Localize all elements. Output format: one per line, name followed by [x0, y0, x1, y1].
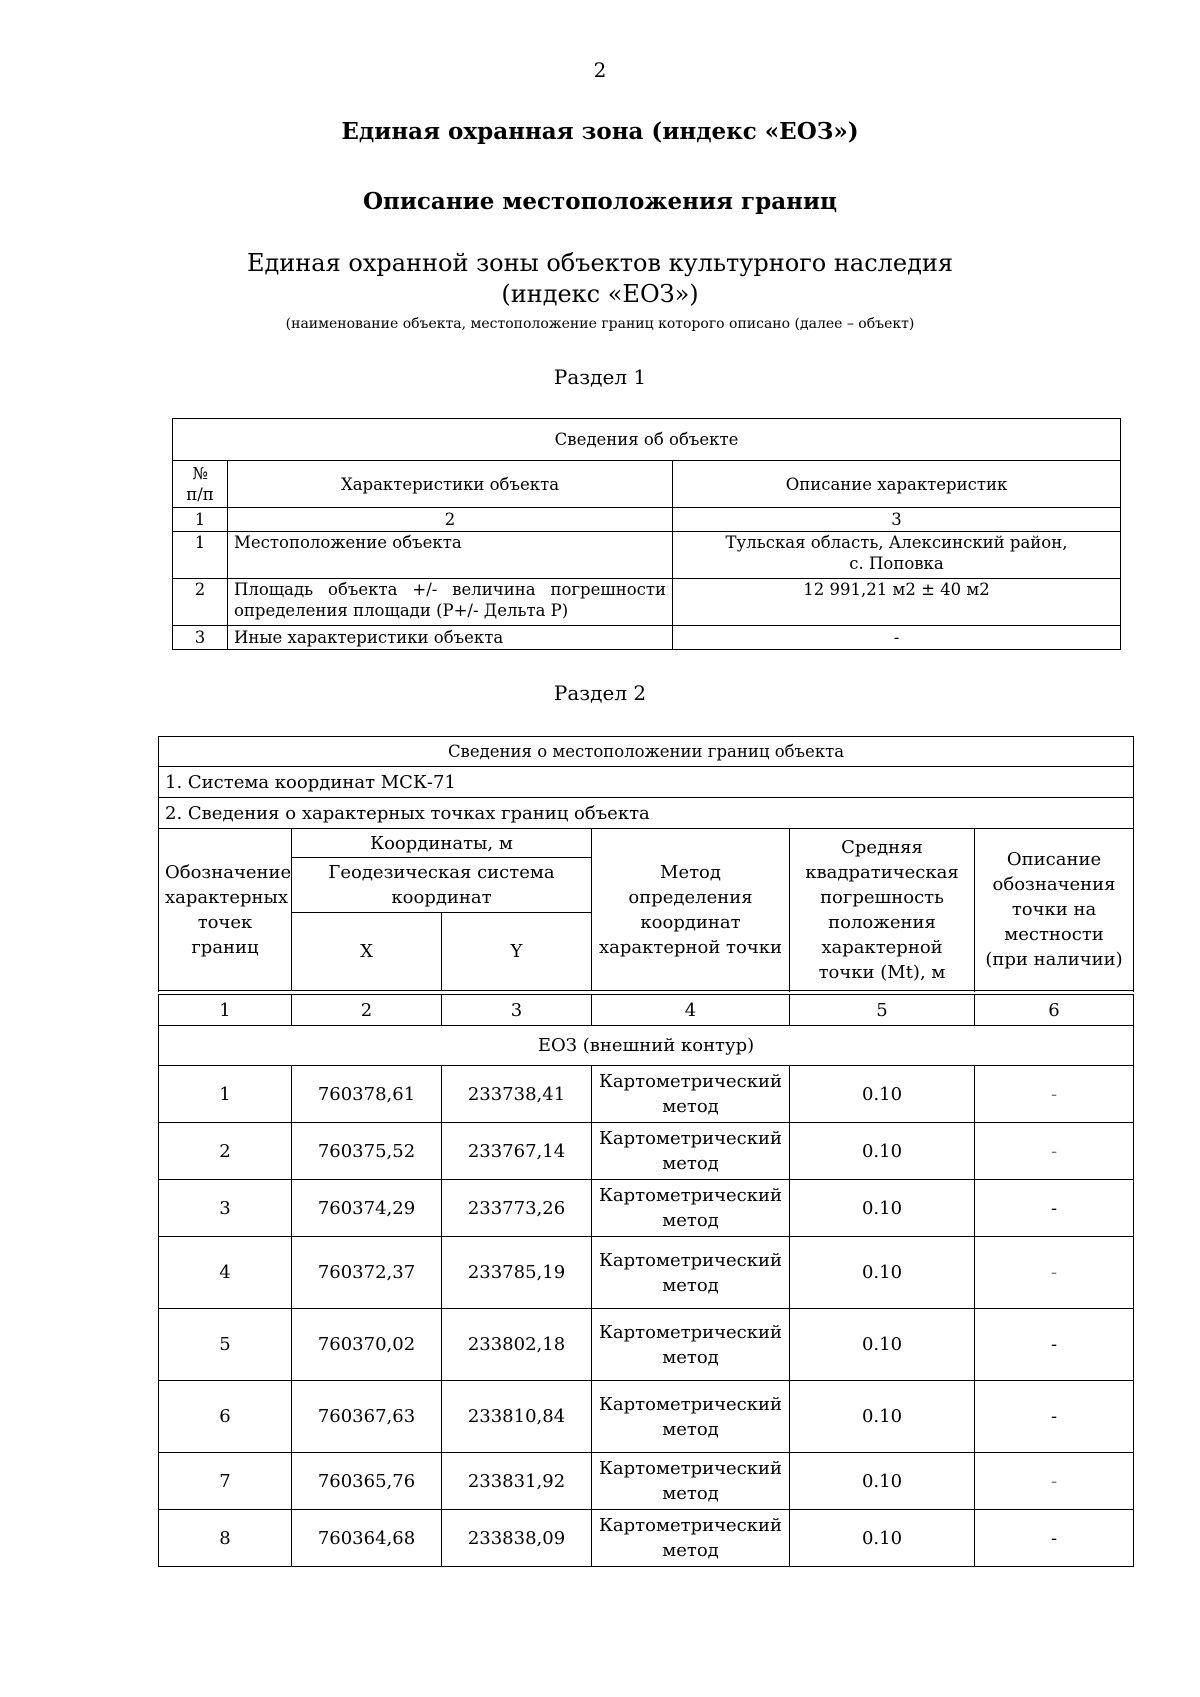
point-id: 2: [159, 1123, 292, 1180]
point-note: -: [975, 1453, 1134, 1510]
point-method-line2: метод: [662, 1274, 719, 1296]
col-header-designation: Обозначение характерных точек границ: [159, 829, 292, 991]
point-error: 0.10: [790, 1066, 975, 1123]
point-method: [592, 1123, 790, 1180]
col-index-cell: 3: [442, 995, 592, 1026]
col-index-cell: 2: [292, 995, 442, 1026]
document-subtitle: Описание местоположения границ: [362, 188, 838, 215]
point-x: 760375,52: [292, 1123, 442, 1180]
point-method-line2: метод: [662, 1483, 719, 1504]
boundary-table-title: Сведения о местоположении границ объекта: [159, 737, 1134, 767]
col-header-num-line1: №: [192, 464, 208, 483]
col-header-num-line2: п/п: [186, 485, 214, 504]
object-note: (наименование объекта, местоположение границ которого описано (далее – объект): [285, 316, 915, 332]
point-method-line1: Картометрический: [599, 1393, 782, 1415]
point-note: -: [975, 1123, 1134, 1180]
object-info-table: [172, 418, 1121, 650]
table-row: [159, 1066, 1134, 1123]
section2-heading: Раздел 2: [553, 681, 647, 705]
point-note: -: [975, 1309, 1134, 1381]
point-x: 760367,63: [292, 1381, 442, 1453]
table-row: [159, 1453, 1134, 1510]
point-id: 4: [159, 1237, 292, 1309]
section1-heading: Раздел 1: [553, 365, 647, 389]
point-error: 0.10: [790, 1123, 975, 1180]
point-error: 0.10: [790, 1180, 975, 1237]
col-header-num: [173, 461, 228, 508]
point-method-line2: метод: [662, 1096, 719, 1117]
point-method-line1: Картометрический: [599, 1128, 782, 1149]
point-method: [592, 1180, 790, 1237]
object-name: [0, 248, 1200, 310]
row-num: 3: [173, 626, 228, 650]
col-header-characteristics: Характеристики объекта: [228, 461, 673, 508]
point-method-line1: Картометрический: [599, 1185, 782, 1206]
point-method-line2: метод: [662, 1210, 719, 1231]
col-header-geodetic: Геодезическая система координат: [292, 858, 592, 913]
point-method: [592, 1453, 790, 1510]
point-note: -: [975, 1180, 1134, 1237]
point-error: 0.10: [790, 1309, 975, 1381]
col-index-cell: 4: [592, 995, 790, 1026]
point-method-line1: Картометрический: [599, 1249, 782, 1271]
point-method-line1: Картометрический: [599, 1458, 782, 1479]
col-index-cell: 5: [790, 995, 975, 1026]
point-x: 760364,68: [292, 1510, 442, 1567]
point-id: 7: [159, 1453, 292, 1510]
row-num: 1: [173, 532, 228, 579]
point-id: 6: [159, 1381, 292, 1453]
row-description-line1: Тульская область, Алексинский район,: [725, 533, 1068, 552]
point-note: -: [975, 1381, 1134, 1453]
point-id: 3: [159, 1180, 292, 1237]
point-y: 233810,84: [442, 1381, 592, 1453]
col-index-cell: 1: [173, 508, 228, 532]
point-y: 233785,19: [442, 1237, 592, 1309]
point-method: [592, 1066, 790, 1123]
point-id: 1: [159, 1066, 292, 1123]
point-note: -: [975, 1510, 1134, 1567]
point-x: 760370,02: [292, 1309, 442, 1381]
col-header-description: Описание характеристик: [673, 461, 1121, 508]
point-error: 0.10: [790, 1510, 975, 1567]
point-x: 760372,37: [292, 1237, 442, 1309]
contour-label: ЕОЗ (внешний контур): [159, 1026, 1134, 1066]
point-x: 760365,76: [292, 1453, 442, 1510]
row-description: -: [673, 626, 1121, 650]
point-method: [592, 1309, 790, 1381]
row-num: 2: [173, 579, 228, 626]
document-title: Единая охранная зона (индекс «ЕОЗ»): [341, 118, 859, 145]
points-section-title: 2. Сведения о характерных точках границ объекта: [159, 798, 1134, 829]
col-header-x: X: [292, 913, 442, 991]
point-error: 0.10: [790, 1381, 975, 1453]
coordinate-system: 1. Система координат МСК-71: [159, 767, 1134, 798]
point-method: [592, 1381, 790, 1453]
table-row: [159, 1381, 1134, 1453]
point-x: 760378,61: [292, 1066, 442, 1123]
point-x: 760374,29: [292, 1180, 442, 1237]
point-method-line1: Картометрический: [599, 1321, 782, 1343]
point-y: 233838,09: [442, 1510, 592, 1567]
col-index-cell: 6: [975, 995, 1134, 1026]
col-index-cell: 2: [228, 508, 673, 532]
col-header-y: Y: [442, 913, 592, 991]
table-row: [159, 1510, 1134, 1567]
table-row: [159, 1237, 1134, 1309]
point-y: 233773,26: [442, 1180, 592, 1237]
point-note: -: [975, 1066, 1134, 1123]
point-y: 233738,41: [442, 1066, 592, 1123]
point-method-line2: метод: [662, 1153, 719, 1174]
col-header-note: Описание обозначения точки на местности (при наличии): [975, 829, 1134, 991]
point-error: 0.10: [790, 1453, 975, 1510]
point-method-line2: метод: [662, 1418, 719, 1440]
point-method-line1: Картометрический: [599, 1515, 782, 1536]
point-y: 233831,92: [442, 1453, 592, 1510]
page-number: 2: [593, 58, 607, 82]
object-info-table-title: Сведения об объекте: [173, 419, 1121, 461]
row-characteristic: Местоположение объекта: [228, 532, 673, 579]
point-method: [592, 1237, 790, 1309]
col-header-coordinates: Координаты, м: [292, 829, 592, 858]
point-method-line2: метод: [662, 1346, 719, 1368]
col-header-error: Средняя квадратическая погрешность положения характерной точки (Mt), м: [790, 829, 975, 991]
object-name-line2: (индекс «ЕОЗ»): [501, 280, 699, 308]
table-row: [159, 1123, 1134, 1180]
point-y: 233802,18: [442, 1309, 592, 1381]
table-row: [159, 1180, 1134, 1237]
col-index-cell: 1: [159, 995, 292, 1026]
point-id: 8: [159, 1510, 292, 1567]
point-y: 233767,14: [442, 1123, 592, 1180]
point-method: [592, 1510, 790, 1567]
row-characteristic: Иные характеристики объекта: [228, 626, 673, 650]
boundary-points-table: [158, 736, 1134, 1567]
row-characteristic: Площадь объекта +/- величина погрешности определения площади (Р+/- Дельта Р): [228, 579, 673, 626]
row-description-line2: с. Поповка: [849, 554, 944, 573]
table-row: [159, 1309, 1134, 1381]
point-method-line2: метод: [662, 1540, 719, 1561]
col-header-method: Метод определения координат характерной точки: [592, 829, 790, 991]
point-method-line1: Картометрический: [599, 1071, 782, 1092]
point-id: 5: [159, 1309, 292, 1381]
col-index-cell: 3: [673, 508, 1121, 532]
row-description: 12 991,21 м2 ± 40 м2: [673, 579, 1121, 626]
point-error: 0.10: [790, 1237, 975, 1309]
row-description: [673, 532, 1121, 579]
object-name-line1: Единая охранной зоны объектов культурного наследия: [247, 249, 953, 277]
point-note: -: [975, 1237, 1134, 1309]
